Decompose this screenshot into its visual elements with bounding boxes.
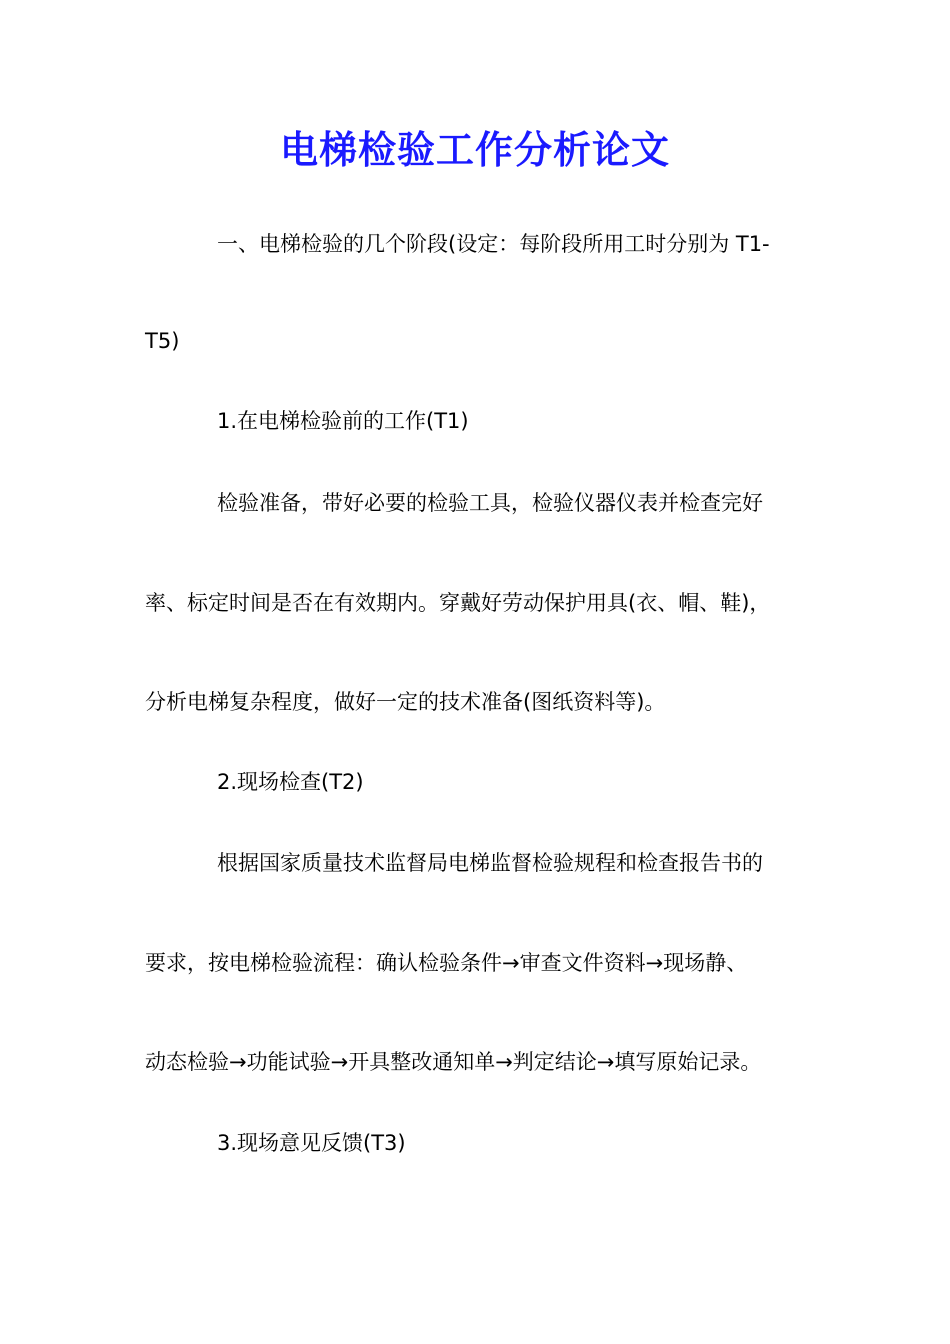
section-heading-stages: 一、电梯检验的几个阶段(设定：每阶段所用工时分别为 T1- bbox=[217, 232, 770, 256]
subheading-feedback: 3.现场意见反馈(T3) bbox=[217, 1131, 406, 1155]
subheading-site-inspection: 2.现场检查(T2) bbox=[217, 770, 364, 794]
paragraph-inspection-line-1: 根据国家质量技术监督局电梯监督检验规程和检查报告书的 bbox=[217, 851, 763, 875]
paragraph-preparation-line-2: 率、标定时间是否在有效期内。穿戴好劳动保护用具(衣、帽、鞋)， bbox=[145, 591, 771, 615]
paragraph-inspection-line-2: 要求，按电梯检验流程：确认检验条件→审查文件资料→现场静、 bbox=[145, 951, 748, 975]
subheading-pre-inspection: 1.在电梯检验前的工作(T1) bbox=[217, 409, 469, 433]
paragraph-preparation-line-3: 分析电梯复杂程度，做好一定的技术准备(图纸资料等)。 bbox=[145, 690, 666, 714]
document-title: 电梯检验工作分析论文 bbox=[279, 127, 670, 172]
paragraph-preparation-line-1: 检验准备，带好必要的检验工具，检验仪器仪表并检查完好 bbox=[217, 491, 763, 515]
section-heading-stages-continued: T5) bbox=[145, 329, 180, 353]
paragraph-inspection-line-3: 动态检验→功能试验→开具整改通知单→判定结论→填写原始记录。 bbox=[145, 1050, 762, 1074]
